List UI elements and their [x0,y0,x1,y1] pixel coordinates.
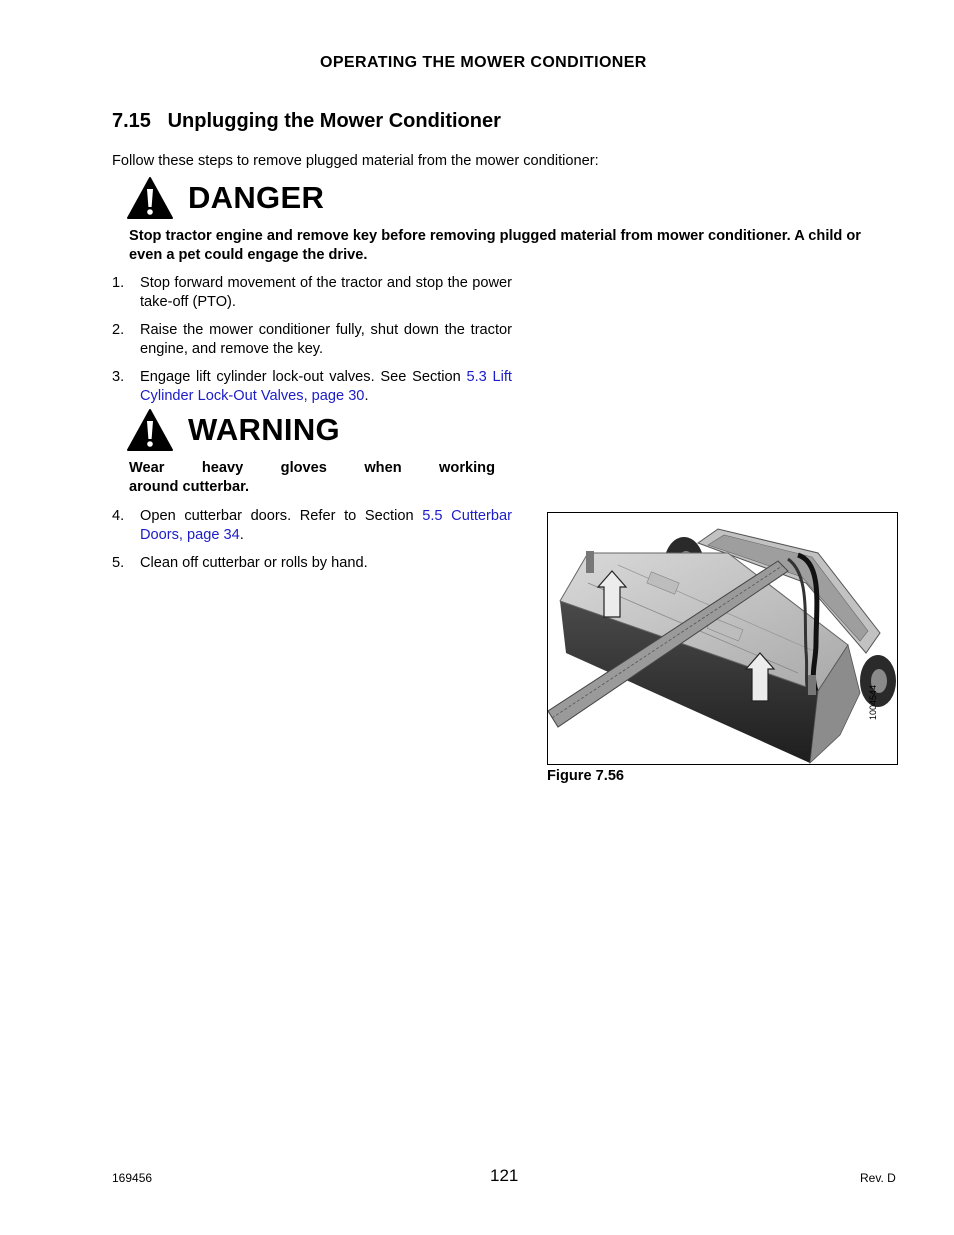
section-heading: Unplugging the Mower Conditioner [167,110,501,132]
warning-line-2: around cutterbar. [129,479,250,495]
step-number: 1. [112,275,125,291]
step-number: 4. [112,508,125,524]
section-title [112,110,501,133]
section-link-cutterbar-doors[interactable]: 5.5 Cutterbar Doors, page 34 [140,508,512,543]
warning-message [129,459,495,497]
warning-word: when [364,460,402,476]
warning-triangle-icon [126,408,174,452]
warning-line-1 [129,459,495,478]
step-number: 5. [112,555,125,571]
danger-sign [126,176,324,220]
section-number: 7.15 [112,110,151,132]
section-link-lift-cylinder[interactable]: 5.3 Lift Cylinder Lock-Out Valves, page 30 [140,369,512,404]
intro-paragraph: Follow these steps to remove plugged material from the mower conditioner: [112,153,599,169]
warning-signal-word: WARNING [188,412,340,447]
step-text [140,368,512,406]
step-text: Raise the mower conditioner fully, shut down the tractor engine, and remove the key. [140,322,512,357]
step-text: Clean off cutterbar or rolls by hand. [140,555,368,571]
step-text-post: . [364,388,369,404]
step-text-post: . [239,527,244,543]
step-text: Stop forward movement of the tractor and stop the power take-off (PTO). [140,275,512,310]
step-text-pre: Engage lift cylinder lock-out valves. See Section [140,369,467,385]
mower-conditioner-illustration [548,513,897,764]
danger-signal-word: DANGER [188,180,325,215]
figure-caption: Figure 7.56 [547,768,625,784]
step-text [140,507,512,545]
danger-message: Stop tractor engine and remove key before removing plugged material from mower conditioner. A child or even a pet could engage the drive. [129,228,861,263]
step-text-pre: Open cutterbar doors. Refer to Section [140,508,423,524]
warning-word: working [439,460,495,476]
warning-word: Wear [129,460,165,476]
running-header: OPERATING THE MOWER CONDITIONER [320,54,647,71]
step-number: 2. [112,322,125,338]
step-number: 3. [112,369,125,385]
warning-sign [126,408,340,452]
figure-id: 1004544 [868,684,878,720]
footer-revision: Rev. D [860,1171,896,1185]
footer-doc-number: 169456 [112,1171,153,1185]
figure-mower-illustration [547,512,898,765]
warning-triangle-icon [126,176,174,220]
warning-word: heavy [201,460,244,476]
warning-word: gloves [280,460,327,476]
footer-page-number: 121 [490,1166,519,1185]
